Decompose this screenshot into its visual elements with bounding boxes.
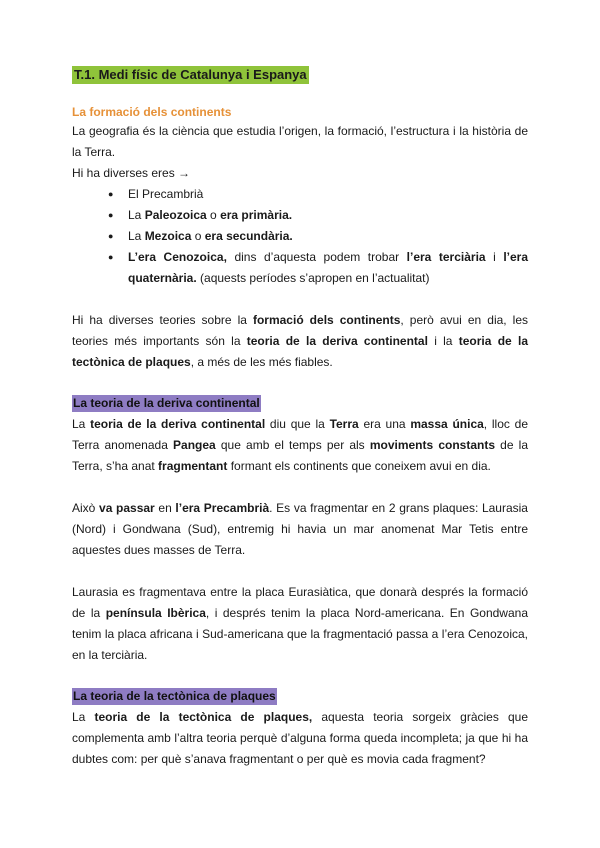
list-item-paleozoica: ● La Paleozoica o era primària. <box>108 205 528 226</box>
section-heading-deriva: La teoria de la deriva continental <box>73 396 260 410</box>
list-item-mezoica: ● La Mezoica o era secundària. <box>108 226 528 247</box>
paragraph-deriva-1: La teoria de la deriva continental diu que la Terra era una massa única, lloc de Terra anomenada Pangea que amb el temps per als moviments constants de la Terra, s’ha anat fragmentant formant els continents que coneixem avui en dia. <box>72 417 528 473</box>
section-heading-tectonica: La teoria de la tectònica de plaques <box>73 689 276 703</box>
paragraph-tectonica-1: La teoria de la tectònica de plaques, aquesta teoria sorgeix gràcies que complementa amb l’altra teoria perquè d’alguna forma queda incompleta; ja que hi ha dubtes com: per què s’anava fragmentant o per què es movia cada fragment? <box>72 710 528 766</box>
document-title: T.1. Medi físic de Catalunya i Espanya <box>74 67 307 82</box>
section-heading-formacio: La formació dels continents <box>72 105 232 119</box>
list-item-cenozoica: ● L’era Cenozoica, dins d’aquesta podem trobar l’era terciària i l’era quaternària. (aquests períodes s’apropen en l’actualitat) <box>108 247 528 289</box>
paragraph-teories: Hi ha diverses teories sobre la formació dels continents, però avui en dia, les teories més importants són la teoria de la deriva continental i la teoria de la tectònica de plaques, a més de les més fiables. <box>72 313 528 369</box>
paragraph-deriva-2: Això va passar en l’era Precambrià. Es va fragmentar en 2 grans plaques: Laurasia (Nord) i Gondwana (Sud), entremig hi havia un mar anomenat Mar Tetis entre aquestes dues masses de Terra. <box>72 501 528 557</box>
paragraph-geografia-intro: La geografia és la ciència que estudia l’origen, la formació, l’estructura i la història de la Terra. <box>72 124 528 159</box>
list-item-precambria: ● El Precambrià <box>108 184 528 205</box>
paragraph-deriva-3: Laurasia es fragmentava entre la placa Eurasiàtica, que donarà després la formació de la península Ibèrica, i després tenim la placa Nord-americana. En Gondwana tenim la placa africana i Sud-americana que la fragmentació passa a l’era Cenozoica, en la terciària. <box>72 585 528 662</box>
eras-list <box>72 184 528 289</box>
paragraph-eras-lead: Hi ha diverses eres → <box>72 166 191 180</box>
